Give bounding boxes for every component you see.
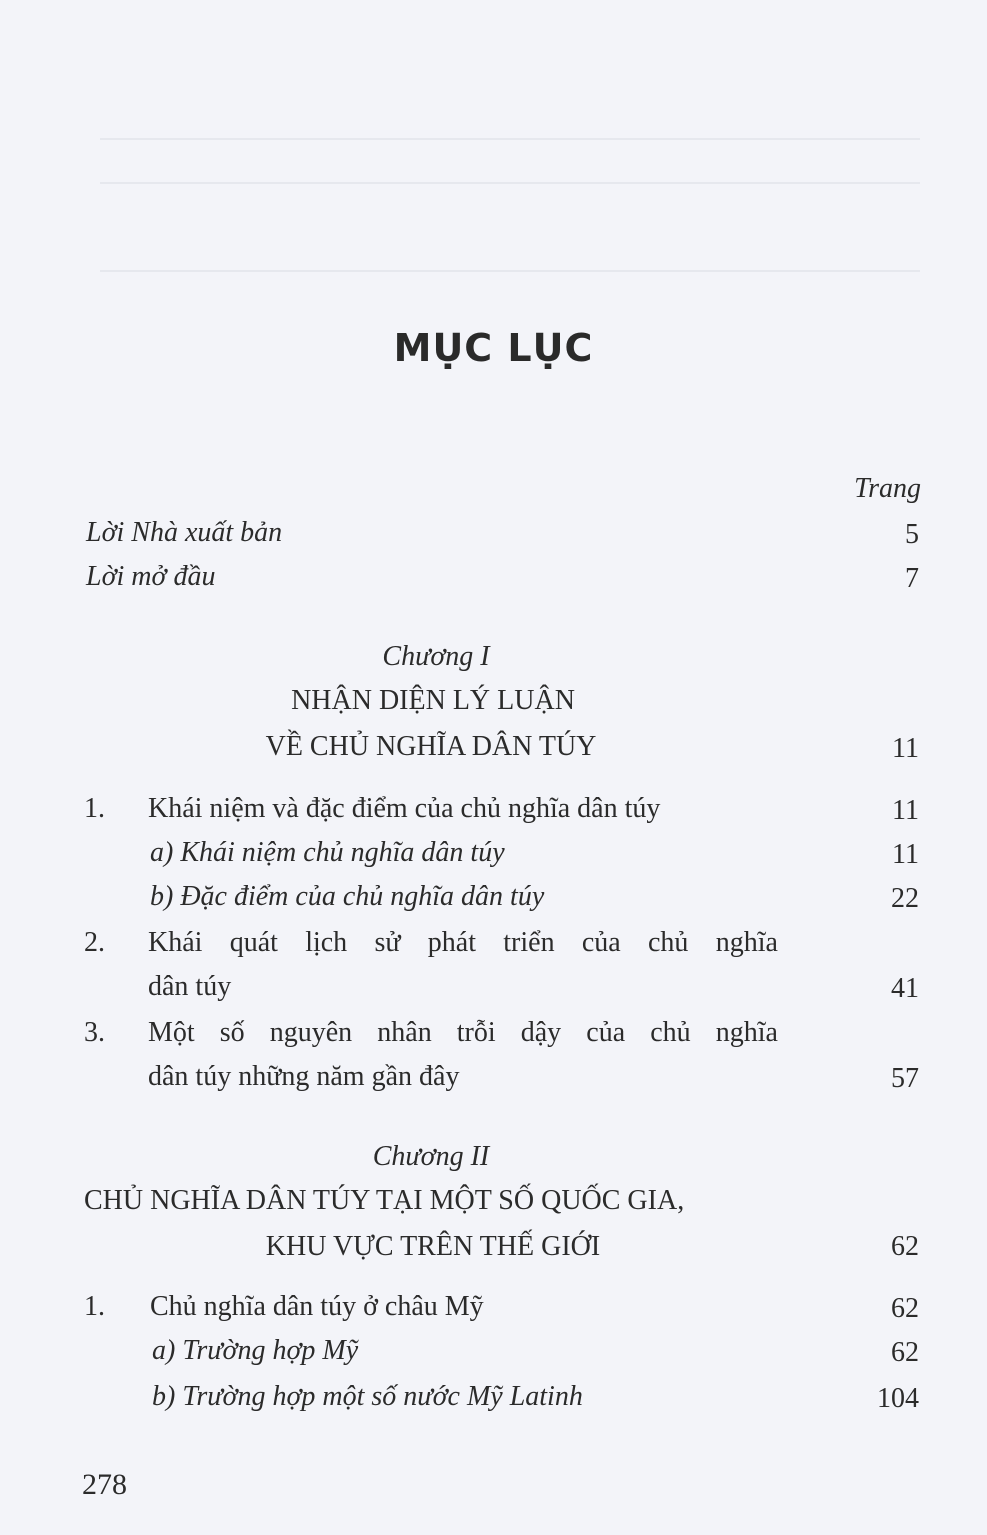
- word: của: [586, 1017, 626, 1048]
- word: chủ: [647, 927, 689, 958]
- bleed-through-line: [100, 138, 920, 140]
- word: dậy: [520, 1017, 562, 1048]
- toc-section-justified: [148, 1016, 778, 1050]
- toc-subsection: a) Khái niệm chủ nghĩa dân túy: [150, 837, 505, 868]
- toc-entry-foreword: Lời mở đầu: [86, 561, 216, 592]
- page-column-label: Trang: [854, 473, 921, 504]
- word: trỗi: [456, 1017, 496, 1048]
- toc-page-number: 57: [891, 1063, 919, 1094]
- word: nguyên: [269, 1017, 353, 1048]
- chapter-title-line: KHU VỰC TRÊN THẾ GIỚI: [265, 1231, 601, 1262]
- word: số: [219, 1017, 245, 1048]
- toc-subsection: b) Đặc điểm của chủ nghĩa dân túy: [150, 881, 545, 912]
- word: nghĩa: [715, 1017, 778, 1048]
- bleed-through-line: [100, 270, 920, 272]
- toc-section-justified: [148, 926, 778, 960]
- section-number: 1.: [84, 1291, 105, 1322]
- toc-page-number: 22: [891, 883, 919, 914]
- toc-page-number: 62: [891, 1337, 919, 1368]
- word: sử: [374, 927, 401, 958]
- word: của: [581, 927, 621, 958]
- toc-subsection: a) Trường hợp Mỹ: [152, 1335, 359, 1366]
- section-number: 1.: [84, 793, 105, 824]
- chapter-title-line: CHỦ NGHĨA DÂN TÚY TẠI MỘT SỐ QUỐC GIA,: [84, 1185, 685, 1216]
- chapter-label: Chương I: [382, 641, 490, 672]
- page-folio-number: 278: [82, 1468, 127, 1501]
- toc-page-number: 62: [891, 1231, 919, 1262]
- toc-section: Khái niệm và đặc điểm của chủ nghĩa dân túy: [148, 793, 661, 824]
- toc-section-continuation: dân túy: [148, 971, 232, 1002]
- chapter-label: Chương II: [372, 1141, 490, 1172]
- section-number: 2.: [84, 927, 105, 958]
- word: triển: [503, 927, 555, 958]
- word: chủ: [650, 1017, 691, 1048]
- toc-entry-publisher-note: Lời Nhà xuất bản: [86, 517, 283, 548]
- toc-page-number: 7: [905, 563, 919, 594]
- word: phát: [427, 927, 477, 958]
- section-number: 3.: [84, 1017, 105, 1048]
- bleed-through-line: [100, 182, 920, 184]
- toc-page-number: 11: [892, 839, 919, 870]
- toc-page-number: 41: [891, 973, 919, 1004]
- word: lịch: [305, 927, 348, 958]
- toc-section: Chủ nghĩa dân túy ở châu Mỹ: [150, 1291, 484, 1322]
- chapter-title-line: VỀ CHỦ NGHĨA DÂN TÚY: [265, 731, 597, 762]
- word: quát: [229, 927, 278, 958]
- chapter-title-line: NHẬN DIỆN LÝ LUẬN: [291, 685, 575, 716]
- page-title: MỤC LỤC: [393, 326, 594, 370]
- word: nghĩa: [715, 927, 778, 958]
- toc-subsection: b) Trường hợp một số nước Mỹ Latinh: [152, 1381, 583, 1412]
- toc-page-number: 104: [877, 1383, 919, 1414]
- toc-page-number: 5: [905, 519, 919, 550]
- toc-section-continuation: dân túy những năm gần đây: [148, 1061, 460, 1092]
- word: Khái: [148, 927, 203, 958]
- toc-page-number: 11: [892, 795, 919, 826]
- toc-page-number: 11: [892, 733, 919, 764]
- word: nhân: [377, 1017, 432, 1048]
- word: Một: [148, 1017, 195, 1048]
- toc-page-number: 62: [891, 1293, 919, 1324]
